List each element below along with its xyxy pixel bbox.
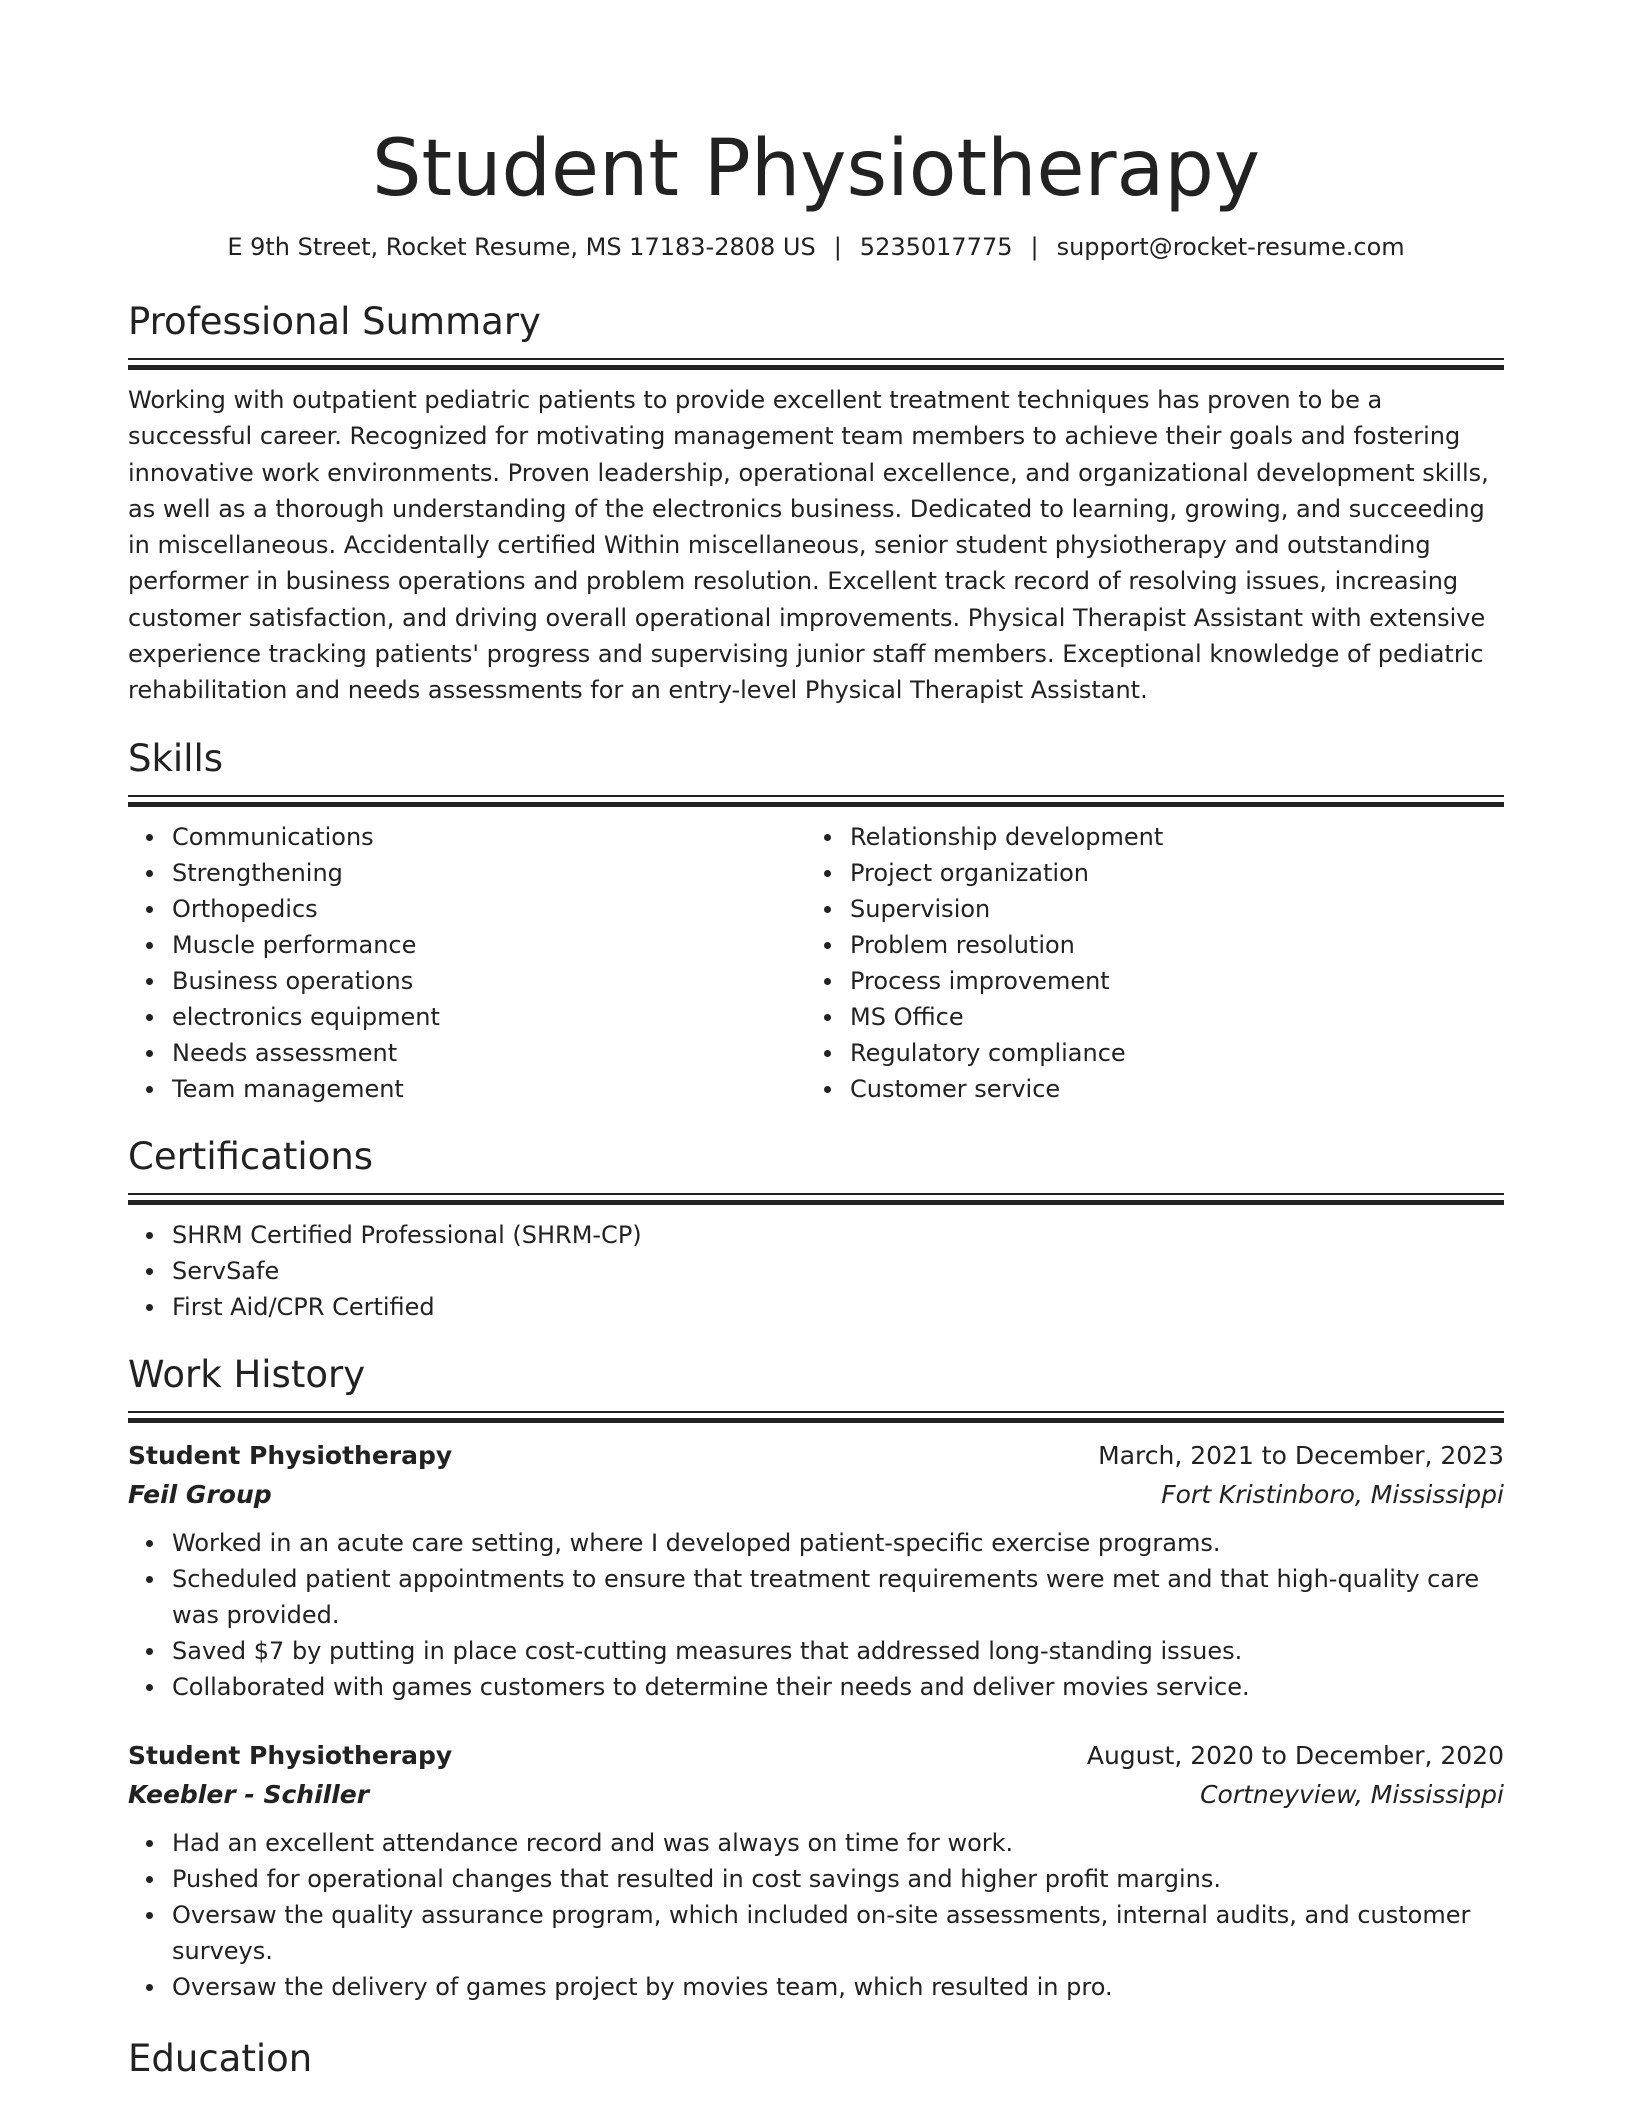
list-item: electronics equipment: [172, 999, 806, 1035]
contact-address: E 9th Street, Rocket Resume, MS 17183-2808 US: [227, 233, 816, 261]
certifications-list: [128, 1217, 1504, 1325]
job-header-row: [128, 1437, 1504, 1475]
skills-section: [128, 735, 1504, 1107]
job-location: Fort Kristinboro, Mississippi: [1161, 1479, 1504, 1509]
summary-heading: Professional Summary: [128, 300, 541, 343]
list-item: First Aid/CPR Certified: [172, 1289, 1504, 1325]
list-item: Worked in an acute care setting, where I developed patient-specific exercise programs.: [172, 1525, 1504, 1561]
job-title: Student Physiotherapy: [128, 1440, 453, 1470]
job-company: Keebler - Schiller: [128, 1779, 370, 1809]
certifications-heading: Certifications: [128, 1134, 374, 1178]
list-item: Team management: [172, 1071, 806, 1107]
job-entry: [128, 1737, 1504, 2005]
list-item: Oversaw the quality assurance program, which included on-site assessments, internal audits, and customer surveys.: [172, 1897, 1504, 1969]
section-divider-thin: [128, 358, 1504, 360]
education-heading: Education: [128, 2036, 313, 2080]
list-item: Supervision: [850, 891, 1484, 927]
section-divider-thin: [128, 1193, 1504, 1195]
contact-email: support@rocket-resume.com: [1056, 233, 1405, 261]
list-item: Relationship development: [850, 819, 1484, 855]
list-item: Oversaw the delivery of games project by movies team, which resulted in pro.: [172, 1969, 1504, 2005]
work-history-heading: Work History: [128, 1352, 366, 1396]
certifications-section: [128, 1133, 1504, 1325]
section-divider-thin: [128, 795, 1504, 797]
job-company: Feil Group: [128, 1479, 272, 1509]
job-duties-list: [128, 1525, 1504, 1705]
list-item: Needs assessment: [172, 1035, 806, 1071]
list-item: Collaborated with games customers to determine their needs and deliver movies service.: [172, 1669, 1504, 1705]
list-item: Project organization: [850, 855, 1484, 891]
list-item: Pushed for operational changes that resulted in cost savings and higher profit margins.: [172, 1861, 1504, 1897]
list-item: Orthopedics: [172, 891, 806, 927]
skills-list-left: [128, 819, 806, 1107]
list-item: ServSafe: [172, 1253, 1504, 1289]
skills-grid: [128, 807, 1504, 1107]
list-item: MS Office: [850, 999, 1484, 1035]
job-subheader-row: [128, 1475, 1504, 1515]
list-item: Regulatory compliance: [850, 1035, 1484, 1071]
skills-column-right: [806, 807, 1484, 1107]
list-item: Saved $7 by putting in place cost-cutting measures that addressed long-standing issues.: [172, 1633, 1504, 1669]
job-entry: [128, 1437, 1504, 1705]
summary-section: [128, 298, 1504, 709]
list-item: Problem resolution: [850, 927, 1484, 963]
contact-phone: 5235017775: [859, 233, 1013, 261]
resume-page: [128, 0, 1504, 2083]
skills-list-right: [806, 819, 1484, 1107]
list-item: Muscle performance: [172, 927, 806, 963]
resume-name: Student Physiotherapy: [371, 124, 1261, 214]
job-location: Cortneyview, Mississippi: [1200, 1779, 1504, 1809]
list-item: Had an excellent attendance record and was always on time for work.: [172, 1825, 1504, 1861]
job-header-row: [128, 1737, 1504, 1775]
contact-separator: |: [1030, 233, 1039, 261]
list-item: Business operations: [172, 963, 806, 999]
work-history-section: [128, 1351, 1504, 2005]
summary-paragraph: Working with outpatient pediatric patients to provide excellent treatment techniques has proven to be a successful career. Recognized for motivating management team members to achieve their goals and fostering innovative work environments. Proven leadership, operational excellence, and organizational development skills, as well as a thorough understanding of the electronics business. Dedicated to learning, growing, and succeeding in miscellaneous. Accidentally certified Within miscellaneous, senior student physiotherapy and outstanding performer in business operations and problem resolution. Excellent track record of resolving issues, increasing customer satisfaction, and driving overall operational improvements. Physical Therapist Assistant with extensive experience tracking patients' progress and supervising junior staff members. Exceptional knowledge of pediatric rehabilitation and needs assessments for an entry-level Physical Therapist Assistant.: [128, 386, 1489, 705]
list-item: Communications: [172, 819, 806, 855]
list-item: Customer service: [850, 1071, 1484, 1107]
job-dates: March, 2021 to December, 2023: [1098, 1440, 1504, 1470]
job-duties-list: [128, 1825, 1504, 2005]
section-divider-thick: [128, 365, 1504, 370]
section-divider-thick: [128, 1418, 1504, 1423]
contact-line: [128, 230, 1504, 264]
job-subheader-row: [128, 1775, 1504, 1815]
contact-separator: |: [833, 233, 842, 261]
skills-heading: Skills: [128, 736, 224, 780]
list-item: SHRM Certified Professional (SHRM-CP): [172, 1217, 1504, 1253]
list-item: Scheduled patient appointments to ensure that treatment requirements were met and that high-quality care was provided.: [172, 1561, 1504, 1633]
list-item: Process improvement: [850, 963, 1484, 999]
section-divider-thick: [128, 1200, 1504, 1205]
skills-column-left: [128, 807, 806, 1107]
list-item: Strengthening: [172, 855, 806, 891]
section-divider-thin: [128, 1411, 1504, 1413]
job-dates: August, 2020 to December, 2020: [1086, 1740, 1504, 1770]
job-title: Student Physiotherapy: [128, 1740, 453, 1770]
